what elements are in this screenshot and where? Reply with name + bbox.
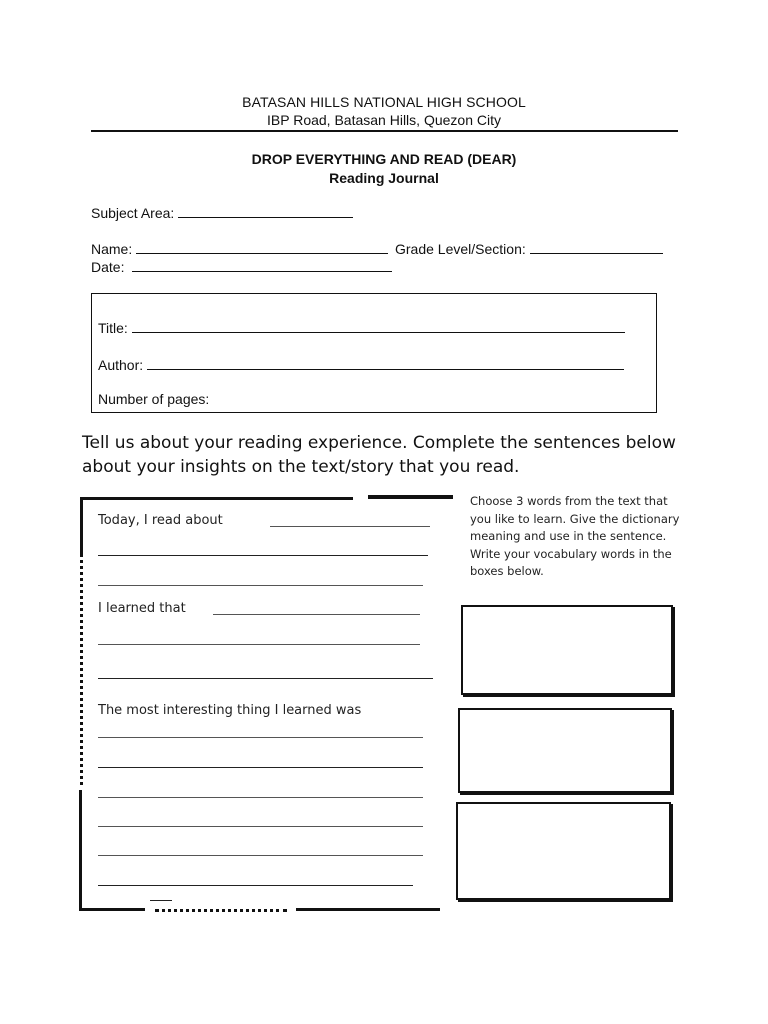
book-title-blank[interactable] (132, 319, 625, 333)
answer-line[interactable] (98, 737, 423, 738)
answer-line[interactable] (98, 644, 420, 645)
answer-line[interactable] (98, 678, 433, 679)
author-blank[interactable] (147, 356, 624, 370)
name-field[interactable] (91, 240, 388, 257)
vocabulary-box[interactable] (458, 708, 672, 793)
author-label: Author: (98, 357, 144, 373)
school-address: IBP Road, Batasan Hills, Quezon City (267, 112, 501, 128)
name-blank[interactable] (136, 240, 388, 254)
vocabulary-box[interactable] (456, 802, 671, 900)
school-name: BATASAN HILLS NATIONAL HIGH SCHOOL (242, 94, 526, 110)
document-title: DROP EVERYTHING AND READ (DEAR) (251, 151, 517, 167)
subject-area-blank[interactable] (178, 204, 353, 218)
book-title-field[interactable] (98, 319, 625, 336)
grade-level-blank[interactable] (530, 240, 663, 254)
frame-left-dotted (80, 560, 83, 785)
answer-line[interactable] (98, 767, 423, 768)
frame-left-solid-bottom (79, 790, 82, 911)
document-subtitle: Reading Journal (329, 170, 439, 186)
subject-area-field[interactable] (91, 204, 353, 221)
answer-line[interactable] (98, 826, 423, 827)
date-label: Date: (91, 259, 125, 275)
book-title-label: Title: (98, 320, 128, 336)
vocabulary-box[interactable] (461, 605, 673, 695)
frame-top-accent (368, 495, 453, 499)
instruction-text: Tell us about your reading experience. Complete the sentences below about your insights on the text/story that you read. (82, 433, 676, 477)
date-field[interactable] (91, 258, 392, 275)
date-blank[interactable] (132, 258, 392, 272)
vocabulary-instructions: Choose 3 words from the text that you like to learn. Give the dictionary meaning and use in the sentence. Write your vocabulary words in the boxes below. (470, 494, 680, 578)
frame-bottom-line-left (79, 908, 145, 911)
answer-line[interactable] (98, 885, 413, 886)
pages-field[interactable] (98, 391, 209, 407)
prompt-today: Today, I read about (98, 513, 223, 528)
answer-line[interactable] (98, 555, 428, 556)
answer-line[interactable] (270, 526, 430, 527)
frame-bottom-tick (150, 900, 172, 901)
answer-line[interactable] (98, 585, 423, 586)
grade-level-label: Grade Level/Section: (395, 241, 526, 257)
grade-level-field[interactable] (395, 240, 663, 257)
frame-bottom-line-right (296, 908, 440, 911)
frame-bottom-dotted (155, 909, 287, 912)
header-divider (91, 130, 678, 132)
answer-line[interactable] (98, 797, 423, 798)
prompt-learned: I learned that (98, 601, 186, 616)
pages-label: Number of pages: (98, 391, 210, 407)
frame-left-solid-top (80, 497, 83, 557)
frame-top-line (80, 497, 353, 500)
author-field[interactable] (98, 356, 624, 373)
prompt-interesting: The most interesting thing I learned was (98, 703, 362, 718)
subject-area-label: Subject Area: (91, 205, 175, 221)
name-label: Name: (91, 241, 133, 257)
answer-line[interactable] (213, 614, 420, 615)
answer-line[interactable] (98, 855, 423, 856)
